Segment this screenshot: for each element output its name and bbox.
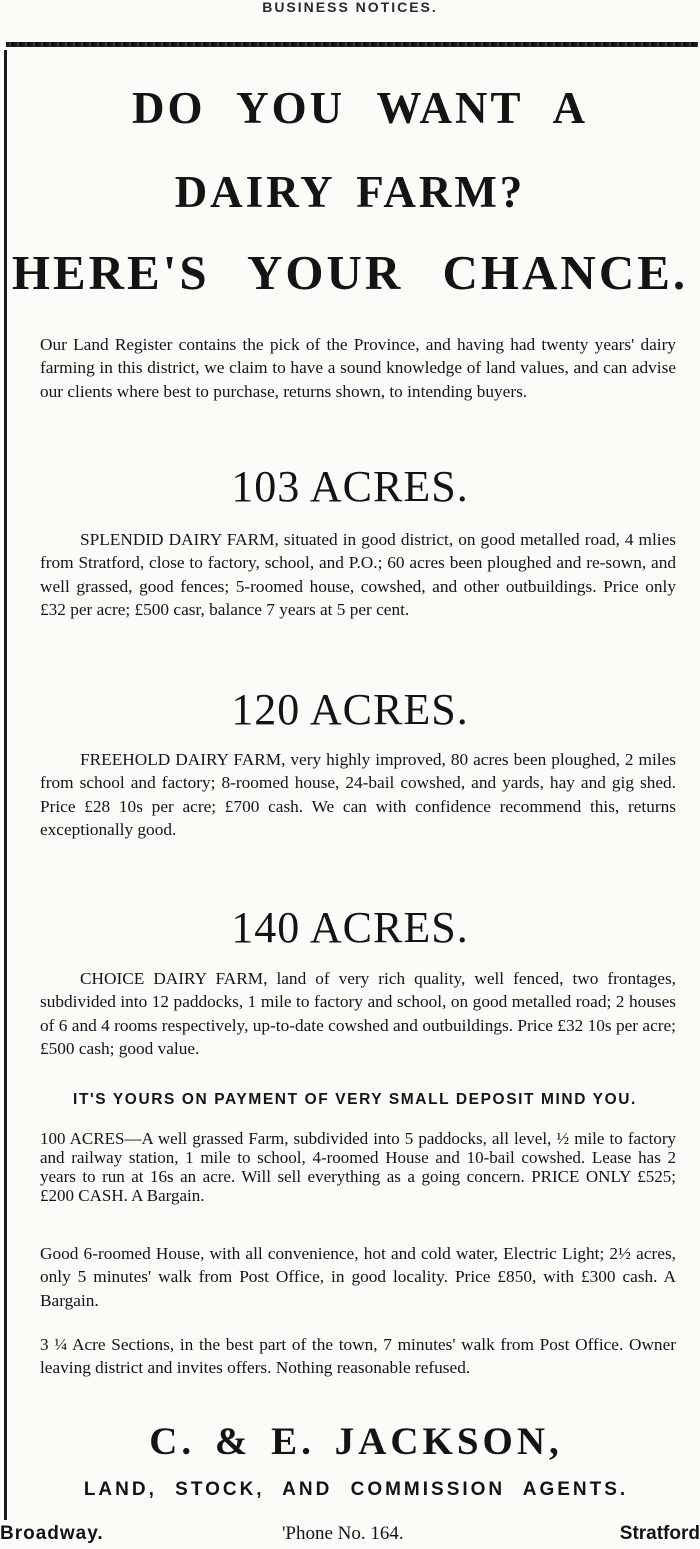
- section-header: BUSINESS NOTICES.: [262, 0, 438, 15]
- headline-line-2: DAIRY FARM?: [174, 167, 526, 217]
- footer-phone: 'Phone No. 164.: [282, 1523, 404, 1544]
- top-rule: [6, 42, 698, 47]
- company-tagline: LAND, STOCK, AND COMMISSION AGENTS.: [83, 1479, 629, 1500]
- extra-listing: 100 ACRES—A well grassed Farm, subdivided into 5 paddocks, all level, ½ mile to factory and railway station, 1 mile to school, 4-roomed House and 10-bail cowshed. Lease has 2 years to run at 16s an acre. Will sell everything as a going concern. PRICE ONLY £525; £200 CASH. A Bargain.: [40, 1129, 676, 1205]
- listing-heading: 103 ACRES.: [231, 462, 469, 511]
- listing-description: CHOICE DAIRY FARM, land of very rich quality, well fenced, two frontages, subdivided into 12 paddocks, 1 mile to factory and school, on good metalled road; 2 houses of 6 and 4 rooms respectively, up-to-date cowshed and outbuildings. Price £32 10s per acre; £500 cash; good value.: [40, 969, 676, 1059]
- deposit-banner: IT'S YOURS ON PAYMENT OF VERY SMALL DEPOSIT MIND YOU.: [73, 1091, 637, 1108]
- headline-line-1: DO YOU WANT A: [132, 83, 588, 133]
- extra-listing: 3 ¼ Acre Sections, in the best part of the town, 7 minutes' walk from Post Office. Owner leaving district and invites offers. Nothing reasonable refused.: [40, 1335, 676, 1378]
- extra-listing: Good 6-roomed House, with all convenience, hot and cold water, Electric Light; 2½ acres, only 5 minutes' walk from Post Office, in good locality. Price £850, with £300 cash. A Bargain.: [40, 1244, 676, 1310]
- intro-paragraph: Our Land Register contains the pick of the Province, and having had twenty years' dairy farming in this district, we claim to have a sound knowledge of land values, and can advise our clients where best to purchase, returns shown, to intending buyers.: [40, 335, 676, 401]
- company-name: C. & E. JACKSON,: [149, 1420, 563, 1463]
- listing-description: FREEHOLD DAIRY FARM, very highly improved, 80 acres been ploughed, 2 miles from school and factory; 8-roomed house, 24-bail cowshed, and yards, hay and gig shed. Price £28 10s per acre; £700 cash. We can with confidence recommend this, returns exceptionally good.: [40, 750, 676, 840]
- footer-address: Broadway.: [0, 1523, 104, 1544]
- listing-heading: 120 ACRES.: [231, 685, 469, 734]
- headline-line-3: HERE'S YOUR CHANCE.: [11, 245, 689, 300]
- listing-heading: 140 ACRES.: [231, 903, 469, 952]
- footer-town: Stratford: [619, 1523, 700, 1544]
- listing-description: SPLENDID DAIRY FARM, situated in good district, on good metalled road, 4 mlies from Stratford, close to factory, school, and P.O.; 60 acres been ploughed and re-sown, and well grassed, good fences; 5-roomed house, cowshed, and other outbuildings. Price only £32 per acre; £500 casr, balance 7 years at 5 per cent.: [40, 530, 676, 620]
